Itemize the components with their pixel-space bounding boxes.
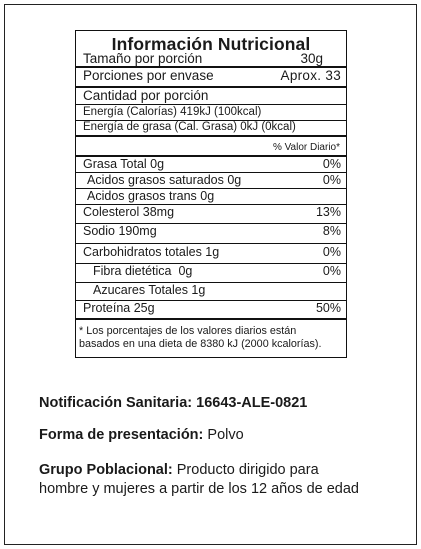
sanitary-notification-value: 16643-ALE-0821 [196,395,308,411]
presentation-form [39,426,244,445]
serving-size-label: Tamaño por porción [83,51,203,66]
nutrient-name: Sodio 190mg [83,224,157,238]
footnote [76,320,346,357]
daily-value-header-row [76,137,346,157]
nutrient-name: Proteína 25g [83,301,155,315]
population-group-line [39,461,359,480]
presentation-form-value: Polvo [207,427,244,443]
population-group [39,461,359,499]
nutrient-name: Fibra dietética 0g [93,264,193,278]
nutrient-name: Acidos grasos trans 0g [87,189,215,203]
sanitary-notification-label: Notificación Sanitaria: [39,395,197,411]
energy-text: Energía (Calorías) 419kJ (100kcal) [83,106,262,118]
nutrient-dv: 13% [315,205,341,219]
nutrient-dv: 0% [322,264,341,278]
servings-label: Porciones por envase [83,68,214,83]
footnote-line: * Los porcentajes de los valores diarios están [79,325,297,337]
sanitary-notification [39,394,307,413]
nutrient-name: Azucares Totales 1g [93,283,206,297]
label-title: Información Nutricional [111,34,311,54]
population-group-label: Grupo Poblacional: [39,462,177,478]
fat-energy-text: Energía de grasa (Cal. Grasa) 0kJ (0kcal) [83,121,296,133]
amount-per-serving-label: Cantidad por porción [83,88,209,103]
nutrient-dv: 50% [315,301,341,315]
nutrient-row-total-fat [76,157,346,173]
daily-value-header: % Valor Diario* [272,142,340,153]
population-group-value-continued: hombre y mujeres a partir de los 12 años de edad [39,481,359,497]
presentation-form-label: Forma de presentación: [39,427,208,443]
nutrition-facts-label [75,30,347,358]
nutrient-name: Acidos grasos saturados 0g [87,173,242,187]
nutrient-row-protein [76,301,346,320]
population-group-value: Producto dirigido para [176,462,319,478]
serving-size-value: 30g [300,51,323,66]
nutrient-row-saturated-fat [76,173,346,189]
servings-value: Aprox. 33 [280,68,341,83]
nutrient-dv: 0% [322,157,341,171]
nutrient-name: Colesterol 38mg [83,205,175,219]
amount-per-serving-row [76,88,346,105]
nutrient-name: Carbohidratos totales 1g [83,245,220,259]
fat-energy-row [76,121,346,137]
nutrient-dv: 0% [322,173,341,187]
footnote-line: basados en una dieta de 8380 kJ (2000 kcalorías). [79,338,322,350]
servings-per-container-row [76,68,346,88]
nutrient-dv: 8% [322,224,341,238]
nutrient-name: Grasa Total 0g [83,157,165,171]
nutrient-dv: 0% [322,245,341,259]
